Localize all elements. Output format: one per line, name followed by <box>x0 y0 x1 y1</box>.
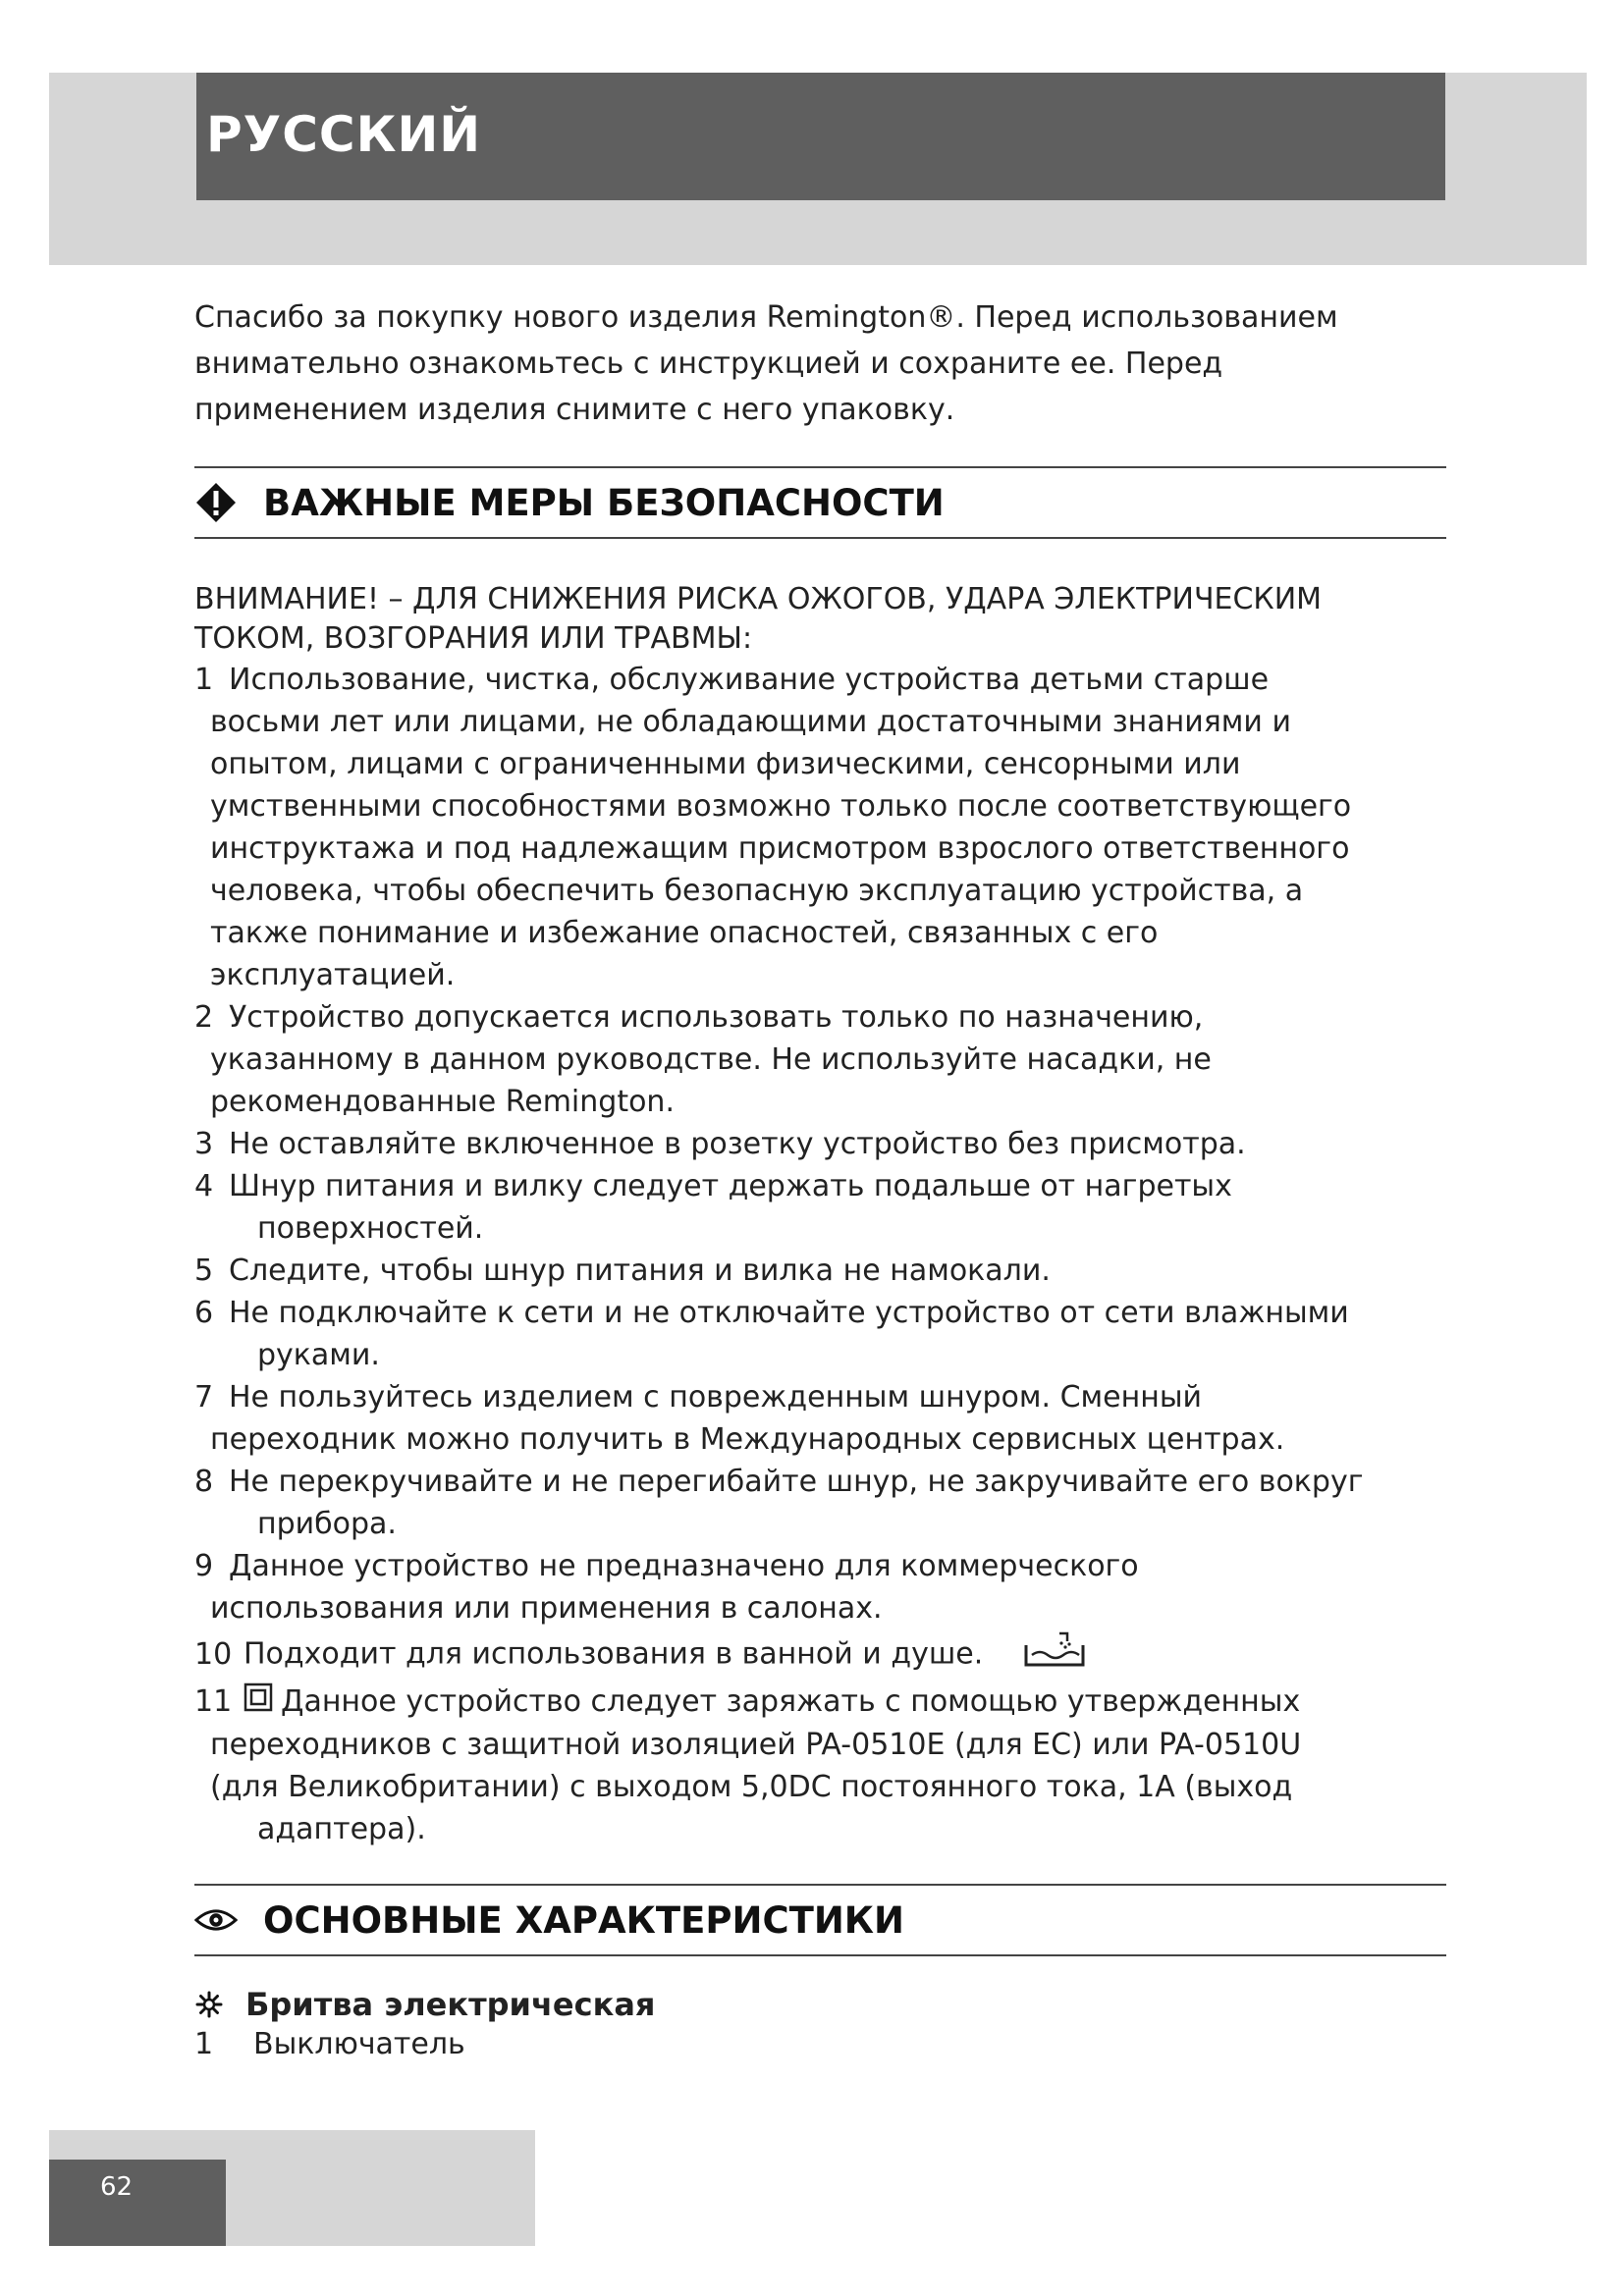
item-text: также понимание и избежание опасностей, связанных с его <box>210 916 1159 950</box>
item-text: инструктажа и под надлежащим присмотром взрослого ответственного <box>210 831 1350 866</box>
item-text: использования или применения в салонах. <box>210 1591 883 1626</box>
item-text: опытом, лицами с ограниченными физическими, сенсорными или <box>210 747 1241 781</box>
list-item <box>194 1681 1446 1850</box>
item-text: восьми лет или лицами, не обладающими достаточными знаниями и <box>210 705 1291 739</box>
item-number: 8 <box>194 1465 214 1499</box>
item-number: 9 <box>194 1549 214 1583</box>
warning-diamond-icon <box>194 481 238 524</box>
item-text: Не перекручивайте и не перегибайте шнур, не закручивайте его вокруг <box>229 1465 1364 1499</box>
warning-line: ТОКОМ, ВОЗГОРАНИЯ ИЛИ ТРАВМЫ: <box>194 621 753 656</box>
safety-section-header <box>194 466 1446 539</box>
item-text: Не пользуйтесь изделием с поврежденным шнуром. Сменный <box>229 1380 1203 1415</box>
item-text: Данное устройство не предназначено для коммерческого <box>229 1549 1139 1583</box>
list-item <box>194 1123 1446 1165</box>
item-text: рекомендованные Remington. <box>210 1085 675 1119</box>
features-body <box>194 1986 1446 2066</box>
item-number: 1 <box>194 663 214 697</box>
item-text: поверхностей. <box>257 1211 484 1246</box>
list-item <box>194 1376 1446 1461</box>
content <box>194 294 1446 2066</box>
list-item <box>194 2023 1446 2066</box>
item-number: 6 <box>194 1296 214 1330</box>
intro-line: применением изделия снимите с него упаковку. <box>194 393 955 427</box>
intro-line: внимательно ознакомьтесь с инструкцией и сохраните ее. Перед <box>194 347 1223 381</box>
item-number: 3 <box>194 1127 214 1161</box>
item-text: Данное устройство следует заряжать с помощью утвержденных <box>281 1684 1301 1719</box>
page-title: РУССКИЙ <box>206 106 482 163</box>
item-text: переходник можно получить в Международных сервисных центрах. <box>210 1422 1285 1457</box>
bath-shower-icon <box>1022 1629 1087 1681</box>
item-number: 7 <box>194 1380 214 1415</box>
item-number: 2 <box>194 1000 214 1035</box>
list-item <box>194 1461 1446 1545</box>
item-text: Следите, чтобы шнур питания и вилка не намокали. <box>229 1254 1051 1288</box>
item-text: Не оставляйте включенное в розетку устройство без присмотра. <box>229 1127 1246 1161</box>
item-text: человека, чтобы обеспечить безопасную эксплуатацию устройства, а <box>210 874 1304 908</box>
item-text: эксплуатацией. <box>210 958 456 992</box>
warning-line: ВНИМАНИЕ! – ДЛЯ СНИЖЕНИЯ РИСКА ОЖОГОВ, УДАРА ЭЛЕКТРИЧЕСКИМ <box>194 582 1323 616</box>
footer-page-box <box>49 2160 226 2246</box>
item-text: указанному в данном руководстве. Не используйте насадки, не <box>210 1042 1212 1077</box>
item-number: 11 <box>194 1684 233 1719</box>
item-text: Шнур питания и вилку следует держать подальше от нагретых <box>229 1169 1232 1203</box>
subhead-label: Бритва электрическая <box>245 1986 656 2023</box>
star-icon <box>194 1990 224 2019</box>
item-text: Подходит для использования в ванной и душе. <box>244 1636 984 1672</box>
safety-title: ВАЖНЫЕ МЕРЫ БЕЗОПАСНОСТИ <box>263 481 945 524</box>
double-insulation-icon <box>244 1682 273 1724</box>
intro-paragraph <box>194 294 1446 433</box>
list-item <box>194 1629 1446 1681</box>
warning-text <box>194 580 1446 659</box>
features-section-header <box>194 1884 1446 1956</box>
list-item <box>194 659 1446 996</box>
item-text: руками. <box>257 1338 380 1372</box>
item-text: (для Великобритании) с выходом 5,0DC постоянного тока, 1A (выход <box>210 1770 1293 1804</box>
item-text: Выключатель <box>253 2027 465 2061</box>
list-item <box>194 1250 1446 1292</box>
item-number: 5 <box>194 1254 214 1288</box>
eye-icon <box>194 1898 238 1942</box>
item-number: 10 <box>194 1636 233 1672</box>
safety-list <box>194 659 1446 1850</box>
list-item <box>194 1292 1446 1376</box>
features-subhead <box>194 1986 1446 2023</box>
page-number: 62 <box>100 2172 134 2202</box>
list-item <box>194 1545 1446 1629</box>
item-number: 1 <box>194 2027 214 2061</box>
item-text: Не подключайте к сети и не отключайте устройство от сети влажными <box>229 1296 1349 1330</box>
list-item <box>194 996 1446 1123</box>
item-text: переходников с защитной изоляцией PA-0510E (для ЕС) или PA-0510U <box>210 1728 1302 1762</box>
features-title: ОСНОВНЫЕ ХАРАКТЕРИСТИКИ <box>263 1898 905 1942</box>
item-text: умственными способностями возможно только после соответствующего <box>210 789 1352 824</box>
item-text: Устройство допускается использовать только по назначению, <box>229 1000 1204 1035</box>
item-text: прибора. <box>257 1507 397 1541</box>
item-text: адаптера). <box>257 1812 426 1846</box>
list-item <box>194 1165 1446 1250</box>
item-number: 4 <box>194 1169 214 1203</box>
intro-line: Спасибо за покупку нового изделия Remington®. Перед использованием <box>194 300 1338 335</box>
item-text: Использование, чистка, обслуживание устройства детьми старше <box>229 663 1270 697</box>
